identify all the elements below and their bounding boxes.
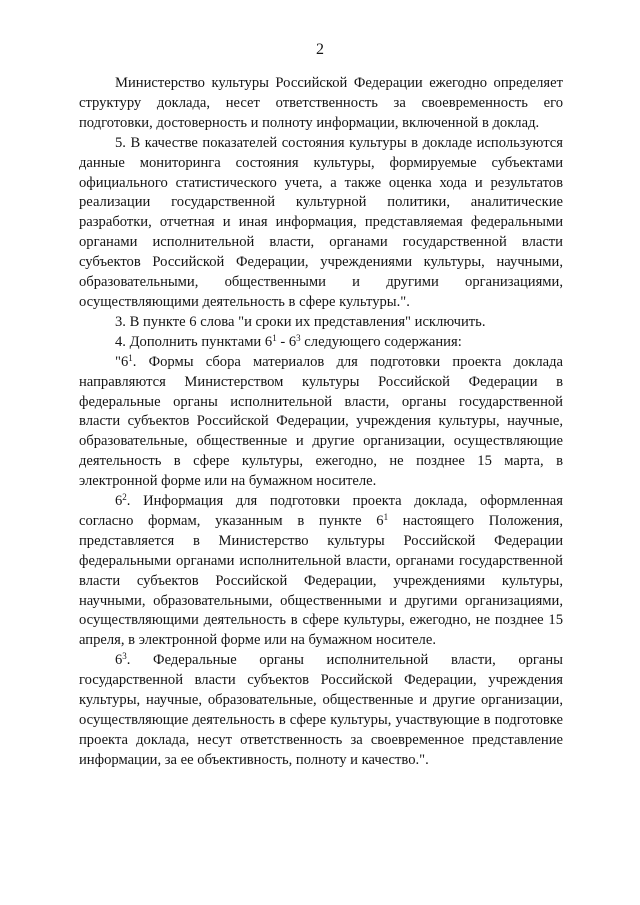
- point-6-3-superscript: 3: [122, 651, 127, 662]
- item-4-text-start: 4. Дополнить пунктами 6: [115, 333, 273, 350]
- point-6-1-superscript: 1: [128, 352, 133, 363]
- paragraph-point-6-2-information: [79, 492, 563, 651]
- point-6-3-text: . Федеральные органы исполнительной власти, органы государственной власти субъектов Российской Федерации, учреждения культуры, научные, образовательные, общественные и другие организации, осуществляющие деятельность в сфере культуры, участвующие в подготовке проекта доклада, несут ответственность за своевременное представление информации, за ее объективность, полноту и качество.".: [79, 652, 563, 768]
- point-6-1-text: . Формы сбора материалов для подготовки проекта доклада направляются Министерством культуры Российской Федерации в федеральные органы исполнительной власти, органы государственной власти субъектов Российской Федерации, учреждения культуры, научные, образовательные, общественные и другие организации, осуществляющие деятельность в сфере культуры, ежегодно, не позднее 15 марта, в электронной форме или на бумажном носителе.: [79, 353, 563, 490]
- paragraph-ministry-structure: Министерство культуры Российской Федерации ежегодно определяет структуру доклада, несет ответственность за своевременность его подготовки, достоверность и полноту информации, включенной в доклад.: [79, 75, 563, 131]
- page-number: 2: [316, 41, 324, 58]
- item-4-text-dash: - 6: [276, 333, 297, 350]
- item-4-superscript-last: 3: [296, 332, 301, 343]
- paragraph-item-5-indicators: 5. В качестве показателей состояния культуры в докладе используются данные мониторинга состояния культуры, формируемые субъектами официального статистического учета, а также оценка хода и результатов реализации государственной культурной политики, аналитические разработки, отчетная и иная информация, представляемая федеральными органами исполнительной власти, органами государственной власти субъектов Российской Федерации, учреждениями культуры, научными, образовательными, общественными и другими организациями, осуществляющими деятельность в сфере культуры.".: [79, 134, 563, 310]
- item-4-text-end: следующего содержания:: [300, 333, 462, 350]
- point-6-2-reference-superscript: 1: [383, 511, 389, 522]
- point-6-2-superscript: 2: [122, 492, 127, 503]
- paragraph-item-3-exclude: 3. В пункте 6 слова "и сроки их представления" исключить.: [115, 313, 486, 330]
- item-4-superscript-first: 1: [272, 332, 277, 343]
- point-6-2-text-start: . Информация для подготовки проекта доклада, оформленная согласно формам, указанным в пункте 6: [79, 493, 563, 529]
- document-body: [79, 74, 563, 771]
- paragraph-item-4-add-points: [79, 333, 563, 353]
- paragraph-point-6-3-responsibility: [79, 651, 563, 770]
- point-6-3-number: 6: [115, 652, 123, 669]
- point-6-2-text-end: настоящего Положения, представляется в Министерство культуры Российской Федерации федеральными органами исполнительной власти, органами государственной власти субъектов Российской Федерации, учреждениями культуры, научными, образовательными, общественными и другими организациями, осуществляющими деятельность в сфере культуры, ежегодно, не позднее 15 апреля, в электронной форме или на бумажном носителе.: [79, 512, 563, 649]
- point-6-1-number: "6: [115, 353, 129, 370]
- point-6-2-number: 6: [115, 493, 123, 510]
- paragraph-point-6-1-forms: [79, 353, 563, 492]
